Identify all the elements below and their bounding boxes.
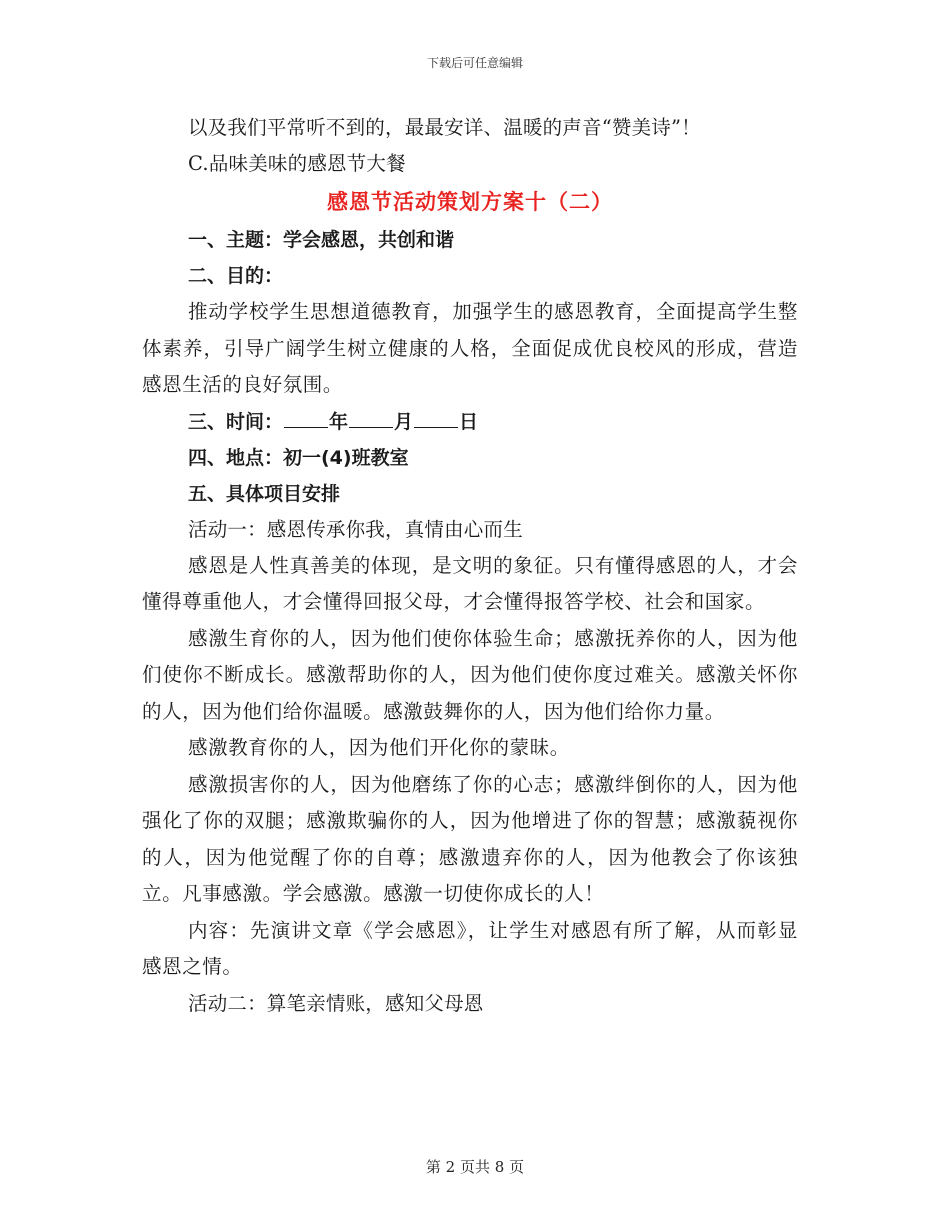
- paragraph: 内容：先演讲文章《学会感恩》，让学生对感恩有所了解，从而彰显感恩之情。: [142, 918, 798, 978]
- year-label: 年: [329, 410, 349, 433]
- heading-purpose: 二、目的：: [188, 265, 284, 287]
- page-footer: 第 2 页共 8 页: [425, 1158, 525, 1176]
- day-blank: [414, 407, 458, 428]
- activity-one-title: 活动一：感恩传承你我，真情由心而生: [188, 517, 523, 541]
- heading-time: [142, 404, 798, 440]
- text-line: 以及我们平常听不到的，最最安详、温暖的声音“赞美诗”！: [188, 116, 701, 139]
- day-label: 日: [459, 410, 479, 433]
- text-line: C.品味美味的感恩节大餐: [188, 152, 406, 175]
- paragraph: 感激生育你的人，因为他们使你体验生命；感激抚养你的人，因为他们使你不断成长。感激帮助你的人，因为他们使你度过难关。感激关怀你的人，因为他们给你温暖。感激鼓舞你的人，因为他们给你力量。: [142, 626, 798, 723]
- document-body: [142, 110, 798, 1022]
- activity-two-title: 活动二：算笔亲情账，感知父母恩: [188, 991, 484, 1015]
- page-header: 下载后可任意编辑: [426, 56, 523, 70]
- paragraph: 感恩是人性真善美的体现，是文明的象征。只有懂得感恩的人，才会懂得尊重他人，才会懂得回报父母，才会懂得报答学校、社会和国家。: [142, 553, 798, 613]
- month-label: 月: [394, 410, 414, 433]
- section-title: 感恩节活动策划方案十（二）: [327, 190, 613, 214]
- heading-location: 四、地点：初一(4)班教室: [188, 446, 409, 469]
- month-blank: [349, 407, 393, 428]
- time-label: 三、时间：: [188, 410, 284, 433]
- year-blank: [284, 407, 328, 428]
- paragraph: 感激损害你的人，因为他磨练了你的心志；感激绊倒你的人，因为他强化了你的双腿；感激欺骗你的人，因为他增进了你的智慧；感激藐视你的人，因为他觉醒了你的自尊；感激遗弃你的人，因为他教会了你该独立。凡事感激。学会感激。感激一切使你成长的人！: [142, 772, 798, 905]
- heading-theme: 一、主题：学会感恩，共创和谐: [188, 229, 455, 251]
- paragraph: 感激教育你的人，因为他们开化你的蒙昧。: [188, 736, 570, 759]
- heading-schedule: 五、具体项目安排: [188, 482, 341, 505]
- paragraph-purpose: 推动学校学生思想道德教育，加强学生的感恩教育，全面提高学生整体素养，引导广阔学生树立健康的人格，全面促成优良校风的形成，营造感恩生活的良好氛围。: [142, 300, 798, 396]
